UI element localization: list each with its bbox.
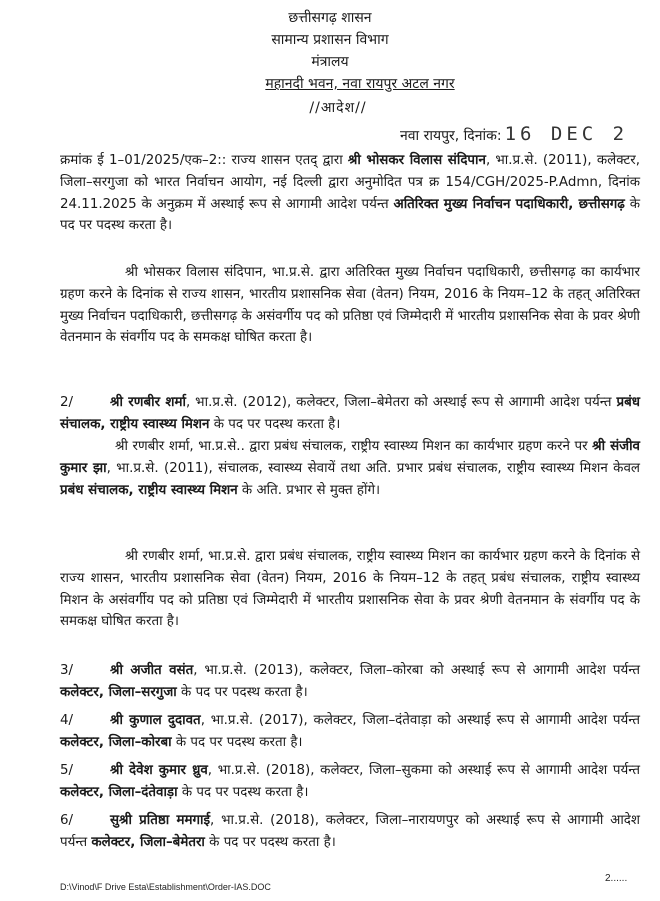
header-secretariat: मंत्रालय <box>311 54 349 70</box>
posting-title: कलेक्टर, जिला–सरगुजा <box>60 684 177 700</box>
officer-name: सुश्री प्रतिष्ठा ममगाई <box>110 813 211 828</box>
paragraph-5: श्री देवेश कुमार ध्रुव, भा.प्र.से. (2018), कलेक्टर, जिला–सुकमा को अस्थाई रूप से आगामी आदेश पर्यन्त कलेक्टर, जिला–दंतेवाड़ा के पद पर पदस्थ करता है। <box>60 763 640 800</box>
para-number: 4/ <box>60 713 74 728</box>
paragraph-6: सुश्री प्रतिष्ठा ममगाई, भा.प्र.से. (2018), कलेक्टर, जिला–नारायणपुर को अस्थाई रूप से आगामी आदेश पर्यन्त कलेक्टर, जिला–बेमेतरा के पद पर पदस्थ करता है। <box>60 813 640 850</box>
para-number: 2/ <box>60 395 74 410</box>
paragraph-2-equivalence: श्री रणबीर शर्मा, भा.प्र.से. द्वारा प्रबंध संचालक, राष्ट्रीय स्वास्थ्य मिशन का कार्यभार ग्रहण करने के दिनांक से राज्य शासन, भारतीय प्रशासनिक सेवा (वेतन) नियम, 2016 के नियम–12 के तहत् प्रबंध संचालक, राष्ट्रीय स्वास्थ्य मिशन के असंवर्गीय पद को प्रतिष्ठा एवं जिम्मेदारी में भारतीय प्रशासनिक सेवा के प्रवर श्रेणी वेतनमान के संवर्गीय पद के समकक्ष घोषित करता है। <box>60 549 640 630</box>
posting-title: प्रबंध संचालक, राष्ट्रीय स्वास्थ्य मिशन <box>60 395 640 432</box>
paragraph-2: श्री रणबीर शर्मा, भा.प्र.से. (2012), कलेक्टर, जिला–बेमेतरा को अस्थाई रूप से आगामी आदेश पर्यन्त प्रबंध संचालक, राष्ट्रीय स्वास्थ्य मिशन के पद पर पदस्थ करता है। <box>60 395 640 432</box>
file-path-footer: D:\Vinod\F Drive Esta\Establishment\Order-IAS.DOC <box>60 882 271 892</box>
officer-name: श्री भोसकर विलास संदिपान <box>347 153 486 168</box>
paragraph-2-relief: श्री रणबीर शर्मा, भा.प्र.से.. द्वारा प्रबंध संचालक, राष्ट्रीय स्वास्थ्य मिशन का कार्यभार ग्रहण करने पर श्री संजीव कुमार झा, भा.प्र.से. (2011), संचालक, स्वास्थ्य सेवायें तथा अति. प्रभार प्रबंध संचालक, राष्ट्रीय स्वास्थ्य मिशन केवल प्रबंध संचालक, राष्ट्रीय स्वास्थ्य मिशन के अति. प्रभार से मुक्त होंगे। <box>60 439 640 498</box>
officer-name: श्री देवेश कुमार ध्रुव <box>110 763 208 778</box>
para-number: 3/ <box>60 663 74 678</box>
officer-name: श्री रणबीर शर्मा <box>110 395 186 410</box>
paragraph-1: क्रमांक ई 1–01/2025/एक–2:: राज्य शासन एतद् द्वारा श्री भोसकर विलास संदिपान, भा.प्र.से. (2011), कलेक्टर, जिला–सरगुजा को भारत निर्वाचन आयोग, नई दिल्ली द्वारा अनुमोदित पत्र क्र 154/CGH/2025-P.Admn, दिनांक 24.11.2025 के अनुक्रम में अस्थाई रूप से आगामी आदेश पर्यन्त अतिरिक्त मुख्य निर्वाचन पदाधिकारी, छत्तीसगढ़ के पद पर पदस्थ करता है। <box>60 153 640 234</box>
header-government: छत्तीसगढ़ शासन <box>288 10 372 26</box>
posting-title: अतिरिक्त मुख्य निर्वाचन पदाधिकारी, छत्तीसगढ़ <box>393 196 625 212</box>
header-department: सामान्य प्रशासन विभाग <box>271 32 389 48</box>
para-number: 5/ <box>60 763 74 778</box>
paragraph-1-equivalence: श्री भोसकर विलास संदिपान, भा.प्र.से. द्वारा अतिरिक्त मुख्य निर्वाचन पदाधिकारी, छत्तीसगढ़ का कार्यभार ग्रहण करने के दिनांक से राज्य शासन, भारतीय प्रशासनिक सेवा (वेतन) नियम, 2016 के नियम–12 के तहत् अतिरिक्त मुख्य निर्वाचन पदाधिकारी, छत्तीसगढ़ के असंवर्गीय पद को प्रतिष्ठा एवं जिम्मेदारी में भारतीय प्रशासनिक सेवा के प्रवर श्रेणी वेतनमान के संवर्गीय पद के समकक्ष घोषित करता है। <box>60 265 640 346</box>
officer-name: श्री संजीव कुमार झा <box>60 439 640 476</box>
header-address: महानदी भवन, नवा रायपुर अटल नगर <box>265 76 455 92</box>
posting-title: प्रबंध संचालक, राष्ट्रीय स्वास्थ्य मिशन <box>60 482 238 498</box>
para-number: 6/ <box>60 813 74 828</box>
paragraph-3: श्री अजीत वसंत, भा.प्र.से. (2013), कलेक्टर, जिला–कोरबा को अस्थाई रूप से आगामी आदेश पर्यन्त कलेक्टर, जिला–सरगुजा के पद पर पदस्थ करता है। <box>60 663 640 700</box>
date-stamp: 16 DEC 2 <box>504 123 629 145</box>
officer-name: श्री कुणाल दुदावत <box>110 713 201 728</box>
date-label: नवा रायपुर, दिनांक: <box>400 128 502 144</box>
posting-title: कलेक्टर, जिला–कोरबा <box>60 734 172 750</box>
posting-title: कलेक्टर, जिला–बेमेतरा <box>91 834 205 850</box>
officer-name: श्री अजीत वसंत <box>110 663 194 678</box>
paragraph-4: श्री कुणाल दुदावत, भा.प्र.से. (2017), कलेक्टर, जिला–दंतेवाड़ा को अस्थाई रूप से आगामी आदेश पर्यन्त कलेक्टर, जिला–कोरबा के पद पर पदस्थ करता है। <box>60 713 640 750</box>
next-page-marker: 2...... <box>605 873 628 884</box>
date-line <box>400 123 628 145</box>
posting-title: कलेक्टर, जिला–दंतेवाड़ा <box>60 784 178 800</box>
header-order-title: //आदेश// <box>309 100 367 116</box>
